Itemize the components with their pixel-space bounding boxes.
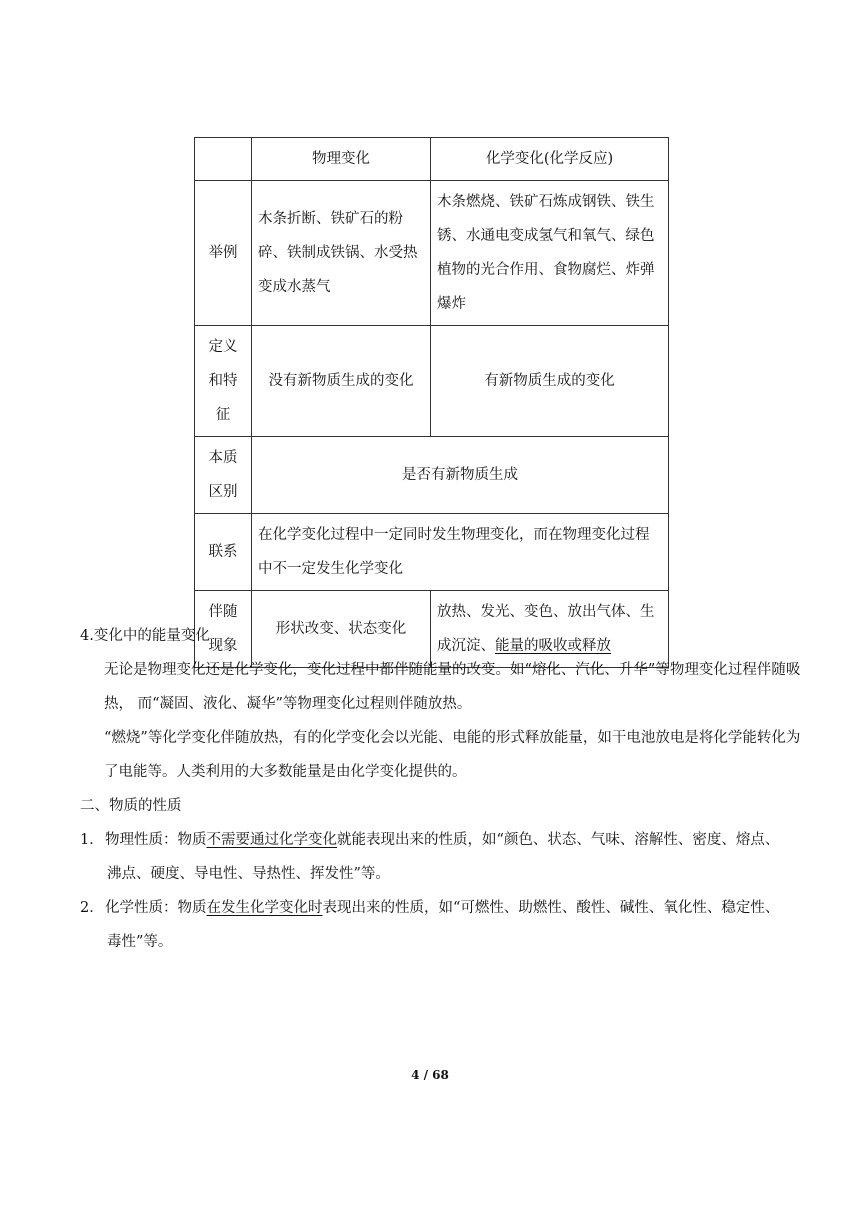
underlined-text: 不需要通过化学变化: [206, 832, 337, 848]
list-text-suffix: 就能表现出来的性质，如“颜色、状态、气味、溶解性、密度、熔点、沸点、硬度、导电性、导热性、挥发性”等。: [107, 832, 780, 882]
table-row: [195, 514, 669, 591]
list-number: 2．: [80, 900, 104, 916]
section-heading: 二、物质的性质: [80, 798, 182, 814]
list-text-prefix: 物理性质：物质: [105, 832, 207, 848]
list-item: [80, 891, 780, 959]
underlined-text: 能量的吸收或释放: [495, 638, 611, 654]
page-number: 4 / 68: [411, 1068, 449, 1082]
physical-change-header: 物理变化: [252, 138, 431, 181]
merged-cell: 是否有新物质生成: [252, 437, 669, 514]
comparison-table: [194, 137, 669, 668]
list-text-prefix: 化学性质：物质: [105, 900, 207, 916]
physical-cell: 没有新物质生成的变化: [252, 326, 431, 437]
row-label: 本质区别: [195, 437, 252, 514]
row-label: 举例: [195, 181, 252, 326]
section-heading: 4.变化中的能量变化: [80, 628, 210, 644]
table-header-row: [195, 138, 669, 181]
physical-cell: 形状改变、状态变化: [252, 591, 431, 668]
underlined-text: 在发生化学变化时: [206, 900, 323, 916]
paragraph: “燃烧”等化学变化伴随放热，有的化学变化会以光能、电能的形式释放能量，如干电池放电是将化学能转化为了电能等。人类利用的大多数能量是由化学变化提供的。: [104, 730, 801, 780]
chemical-change-header: 化学变化(化学反应): [431, 138, 669, 181]
row-label: 伴随现象: [195, 591, 252, 668]
table-corner-cell: [195, 138, 252, 181]
merged-cell: 在化学变化过程中一定同时发生物理变化，而在物理变化过程中不一定发生化学变化: [252, 514, 669, 591]
table-row: [195, 326, 669, 437]
chemical-cell: 木条燃烧、铁矿石炼成钢铁、铁生锈、水通电变成氢气和氧气、绿色植物的光合作用、食物腐烂、炸弹爆炸: [431, 181, 669, 326]
list-item: [80, 823, 780, 891]
list-item-text: [80, 891, 780, 959]
row-label: 定义和特征: [195, 326, 252, 437]
list-text-suffix: 表现出来的性质，如“可燃性、助燃性、酸性、碱性、氧化性、稳定性、毒性”等。: [107, 900, 780, 950]
physical-cell: 木条折断、铁矿石的粉碎、铁制成铁锅、水受热变成水蒸气: [252, 181, 431, 326]
table-row: [195, 437, 669, 514]
chemical-text: 放热、发光、变色、放出气体、生成沉淀、: [437, 604, 655, 654]
chemical-cell: 有新物质生成的变化: [431, 326, 669, 437]
row-label: 联系: [195, 514, 252, 591]
table-row: [195, 181, 669, 326]
list-item-text: [80, 823, 780, 891]
paragraph: 无论是物理变化还是化学变化，变化过程中都伴随能量的改变。如“熔化、汽化、升华”等物理变化过程伴随吸热， 而“凝固、液化、凝华”等物理变化过程则伴随放热。: [104, 662, 801, 712]
list-number: 1．: [80, 832, 104, 848]
